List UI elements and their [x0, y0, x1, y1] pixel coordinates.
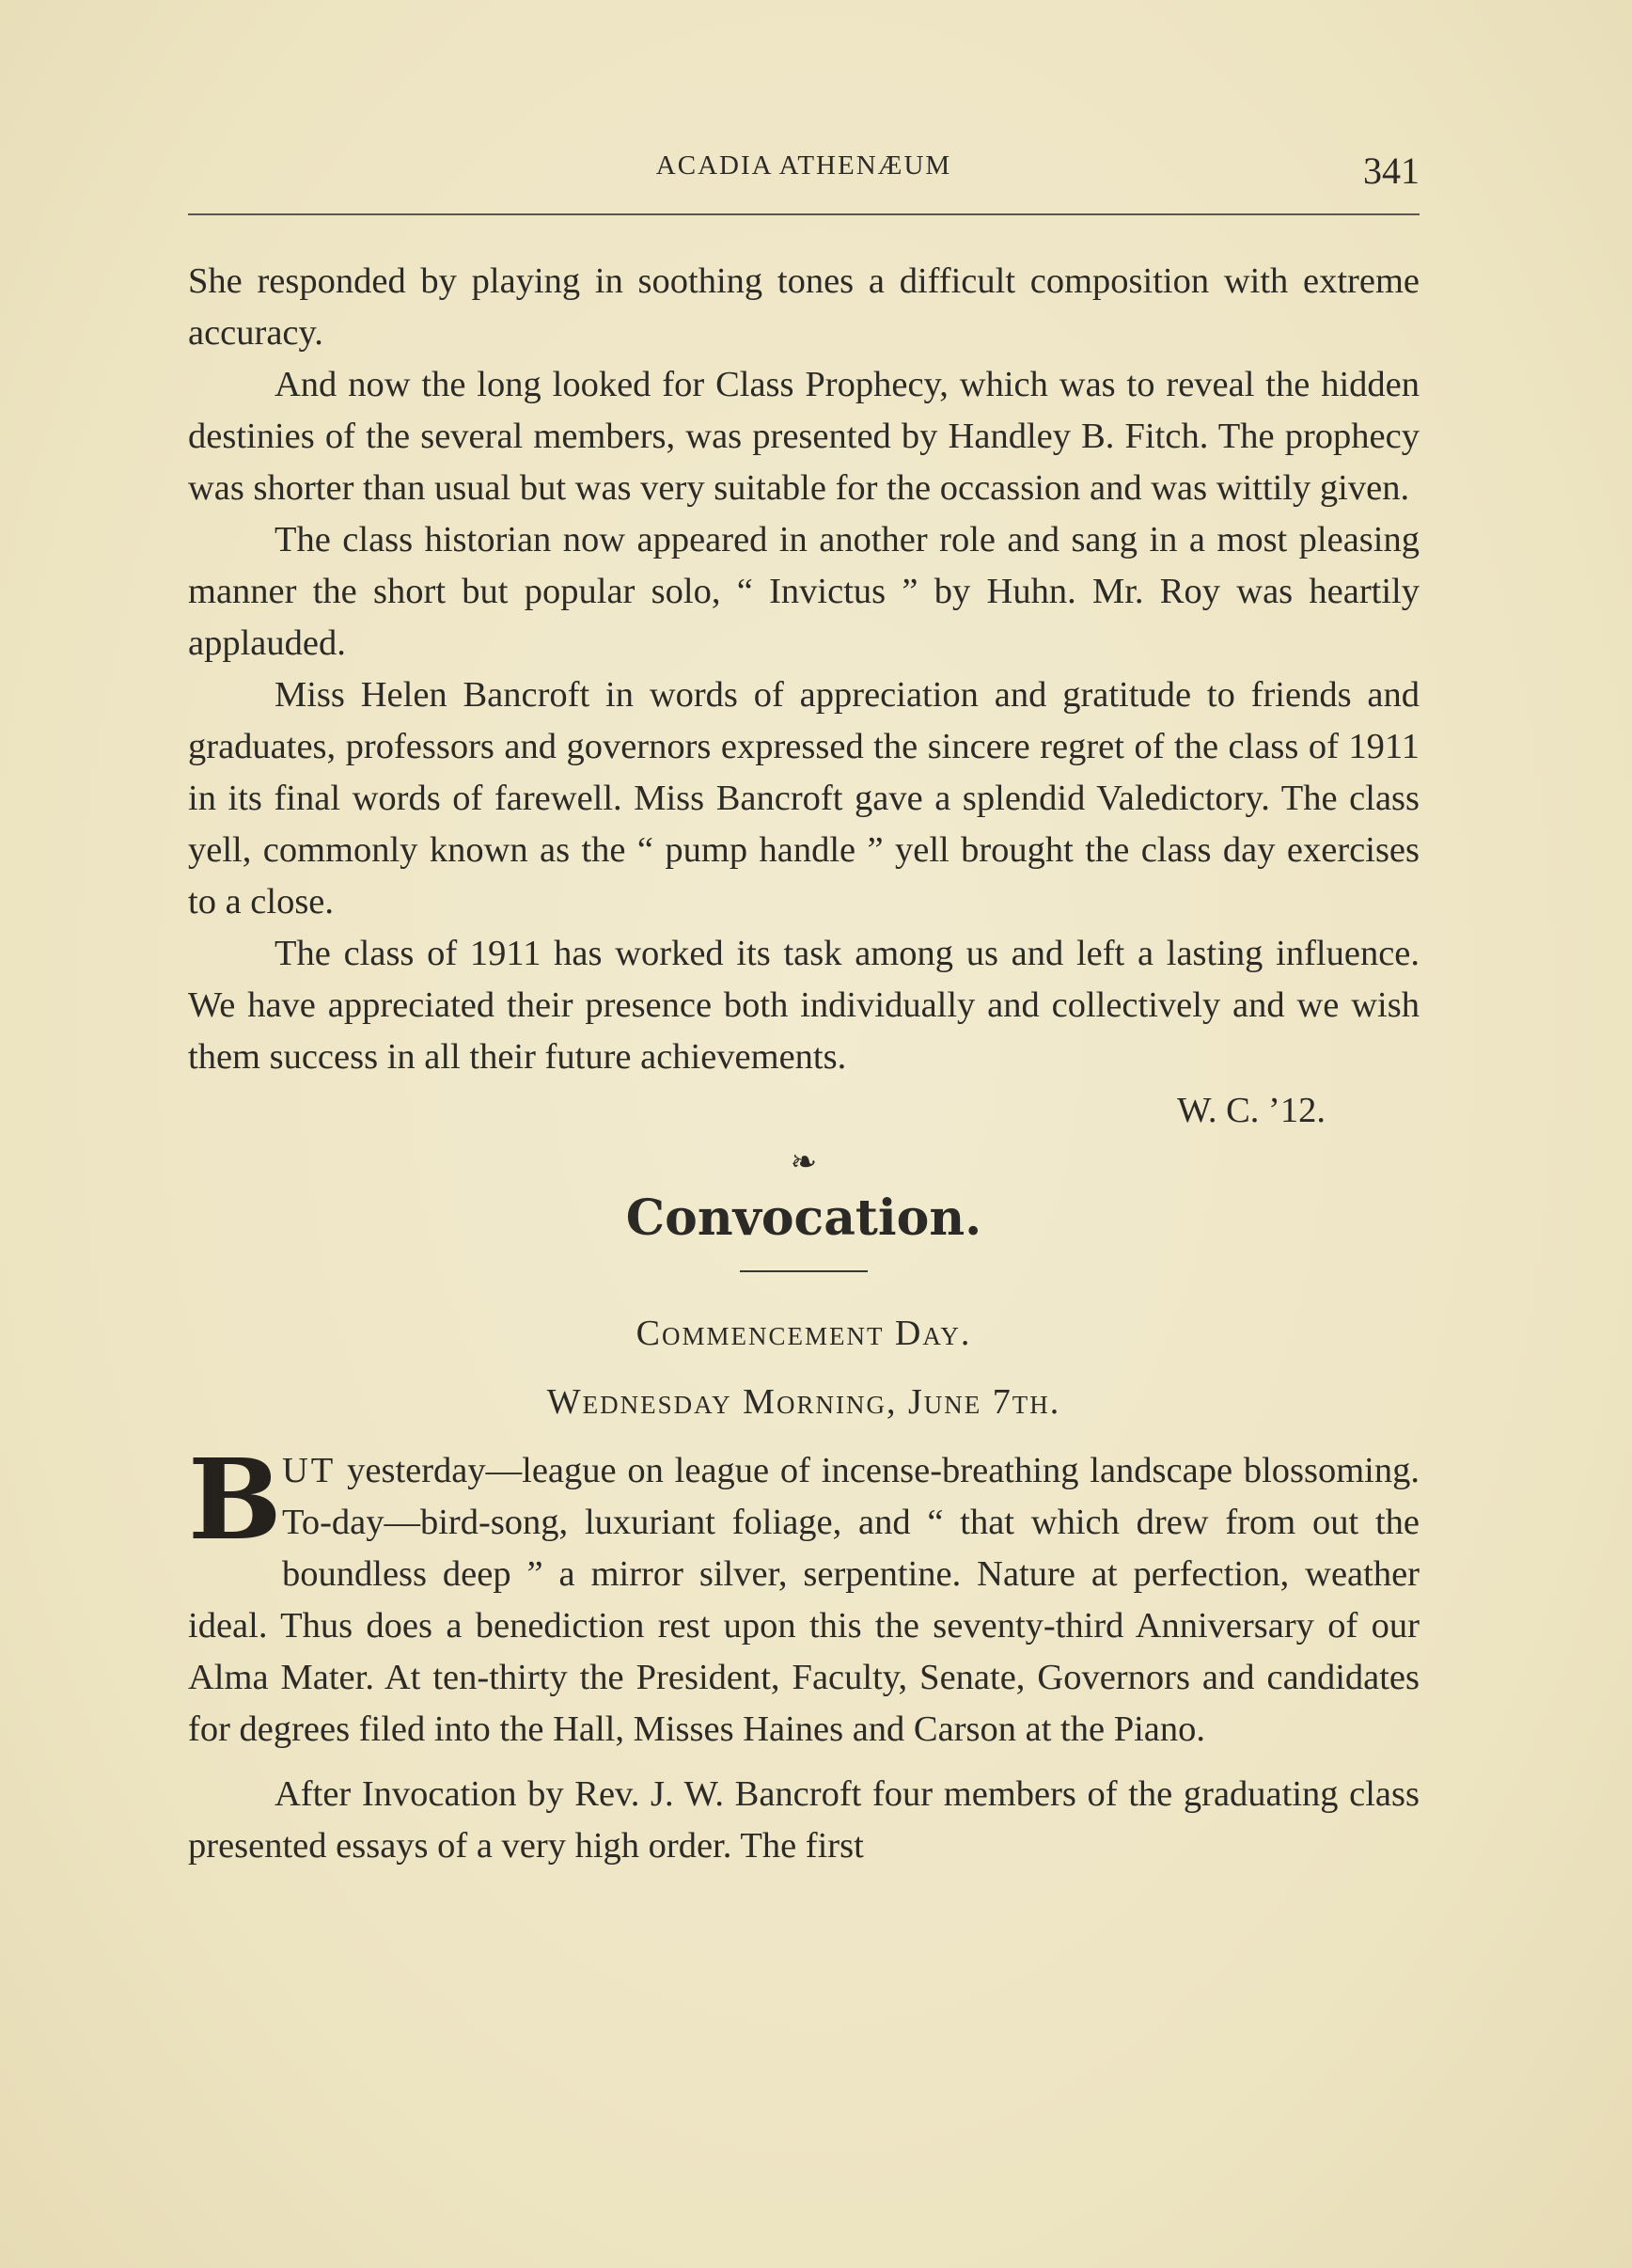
subheading-date: Wednesday Morning, June 7th.: [546, 1382, 1061, 1422]
lead-in: UT: [282, 1451, 337, 1490]
body-text: [188, 256, 1420, 1872]
drop-cap: B: [188, 1434, 282, 1565]
paragraph: She responded by playing in soothing tones a difficult composition with extreme accuracy.: [188, 261, 1420, 353]
paragraph-with-dropcap: [188, 1434, 1420, 1756]
section-title: Convocation.: [625, 1189, 982, 1247]
running-head: ACADIA ATHENÆUM: [655, 150, 952, 181]
subheading-day: Commencement Day.: [636, 1314, 972, 1353]
header-rule: [188, 213, 1420, 215]
paragraph: Miss Helen Bancroft in words of appreciation and gratitude to friends and graduates, professors and governors expressed the sincere regret of the class of 1911 in its final words of farewell. Miss Bancroft gave a splendid Valedictory. The class yell, commonly known as the “ pump handle ” yell brought the class day exercises to a close.: [188, 675, 1420, 921]
paragraph: After Invocation by Rev. J. W. Bancroft four members of the graduating class presented essays of a very high order. The first: [188, 1774, 1420, 1866]
author-signature: W. C. ’12.: [1177, 1091, 1326, 1130]
paragraph: The class historian now appeared in another role and sang in a most pleasing manner the short but popular solo, “ Invictus ” by Huhn. Mr. Roy was heartily applauded.: [188, 520, 1420, 663]
page-number: 341: [1363, 150, 1420, 192]
page-header: [188, 150, 1420, 207]
paragraph-text: yesterday—league on league of incense-breathing landscape blossoming. To-day—bird-song, luxuriant foliage, and “ that which drew from out the boundless deep ” a mirror silver, serpentine. Nature at perfection, weather ideal. Thus does a benediction rest upon this the seventy-third Anniversary of our Alma Mater. At ten-thirty the President, Faculty, Senate, Governors and candidates for degrees filed into the Hall, Misses Haines and Carson at the Piano.: [188, 1451, 1420, 1749]
fleuron-ornament: ❧: [790, 1145, 818, 1180]
paragraph: And now the long looked for Class Prophecy, which was to reveal the hidden destinies of the several members, was presented by Handley B. Fitch. The prophecy was shorter than usual but was very suitable for the occassion and was wittily given.: [188, 365, 1420, 508]
paragraph: The class of 1911 has worked its task among us and left a lasting influence. We have appreciated their presence both individually and collectively and we wish them success in all their future achievements.: [188, 934, 1420, 1077]
title-rule: [740, 1270, 868, 1272]
